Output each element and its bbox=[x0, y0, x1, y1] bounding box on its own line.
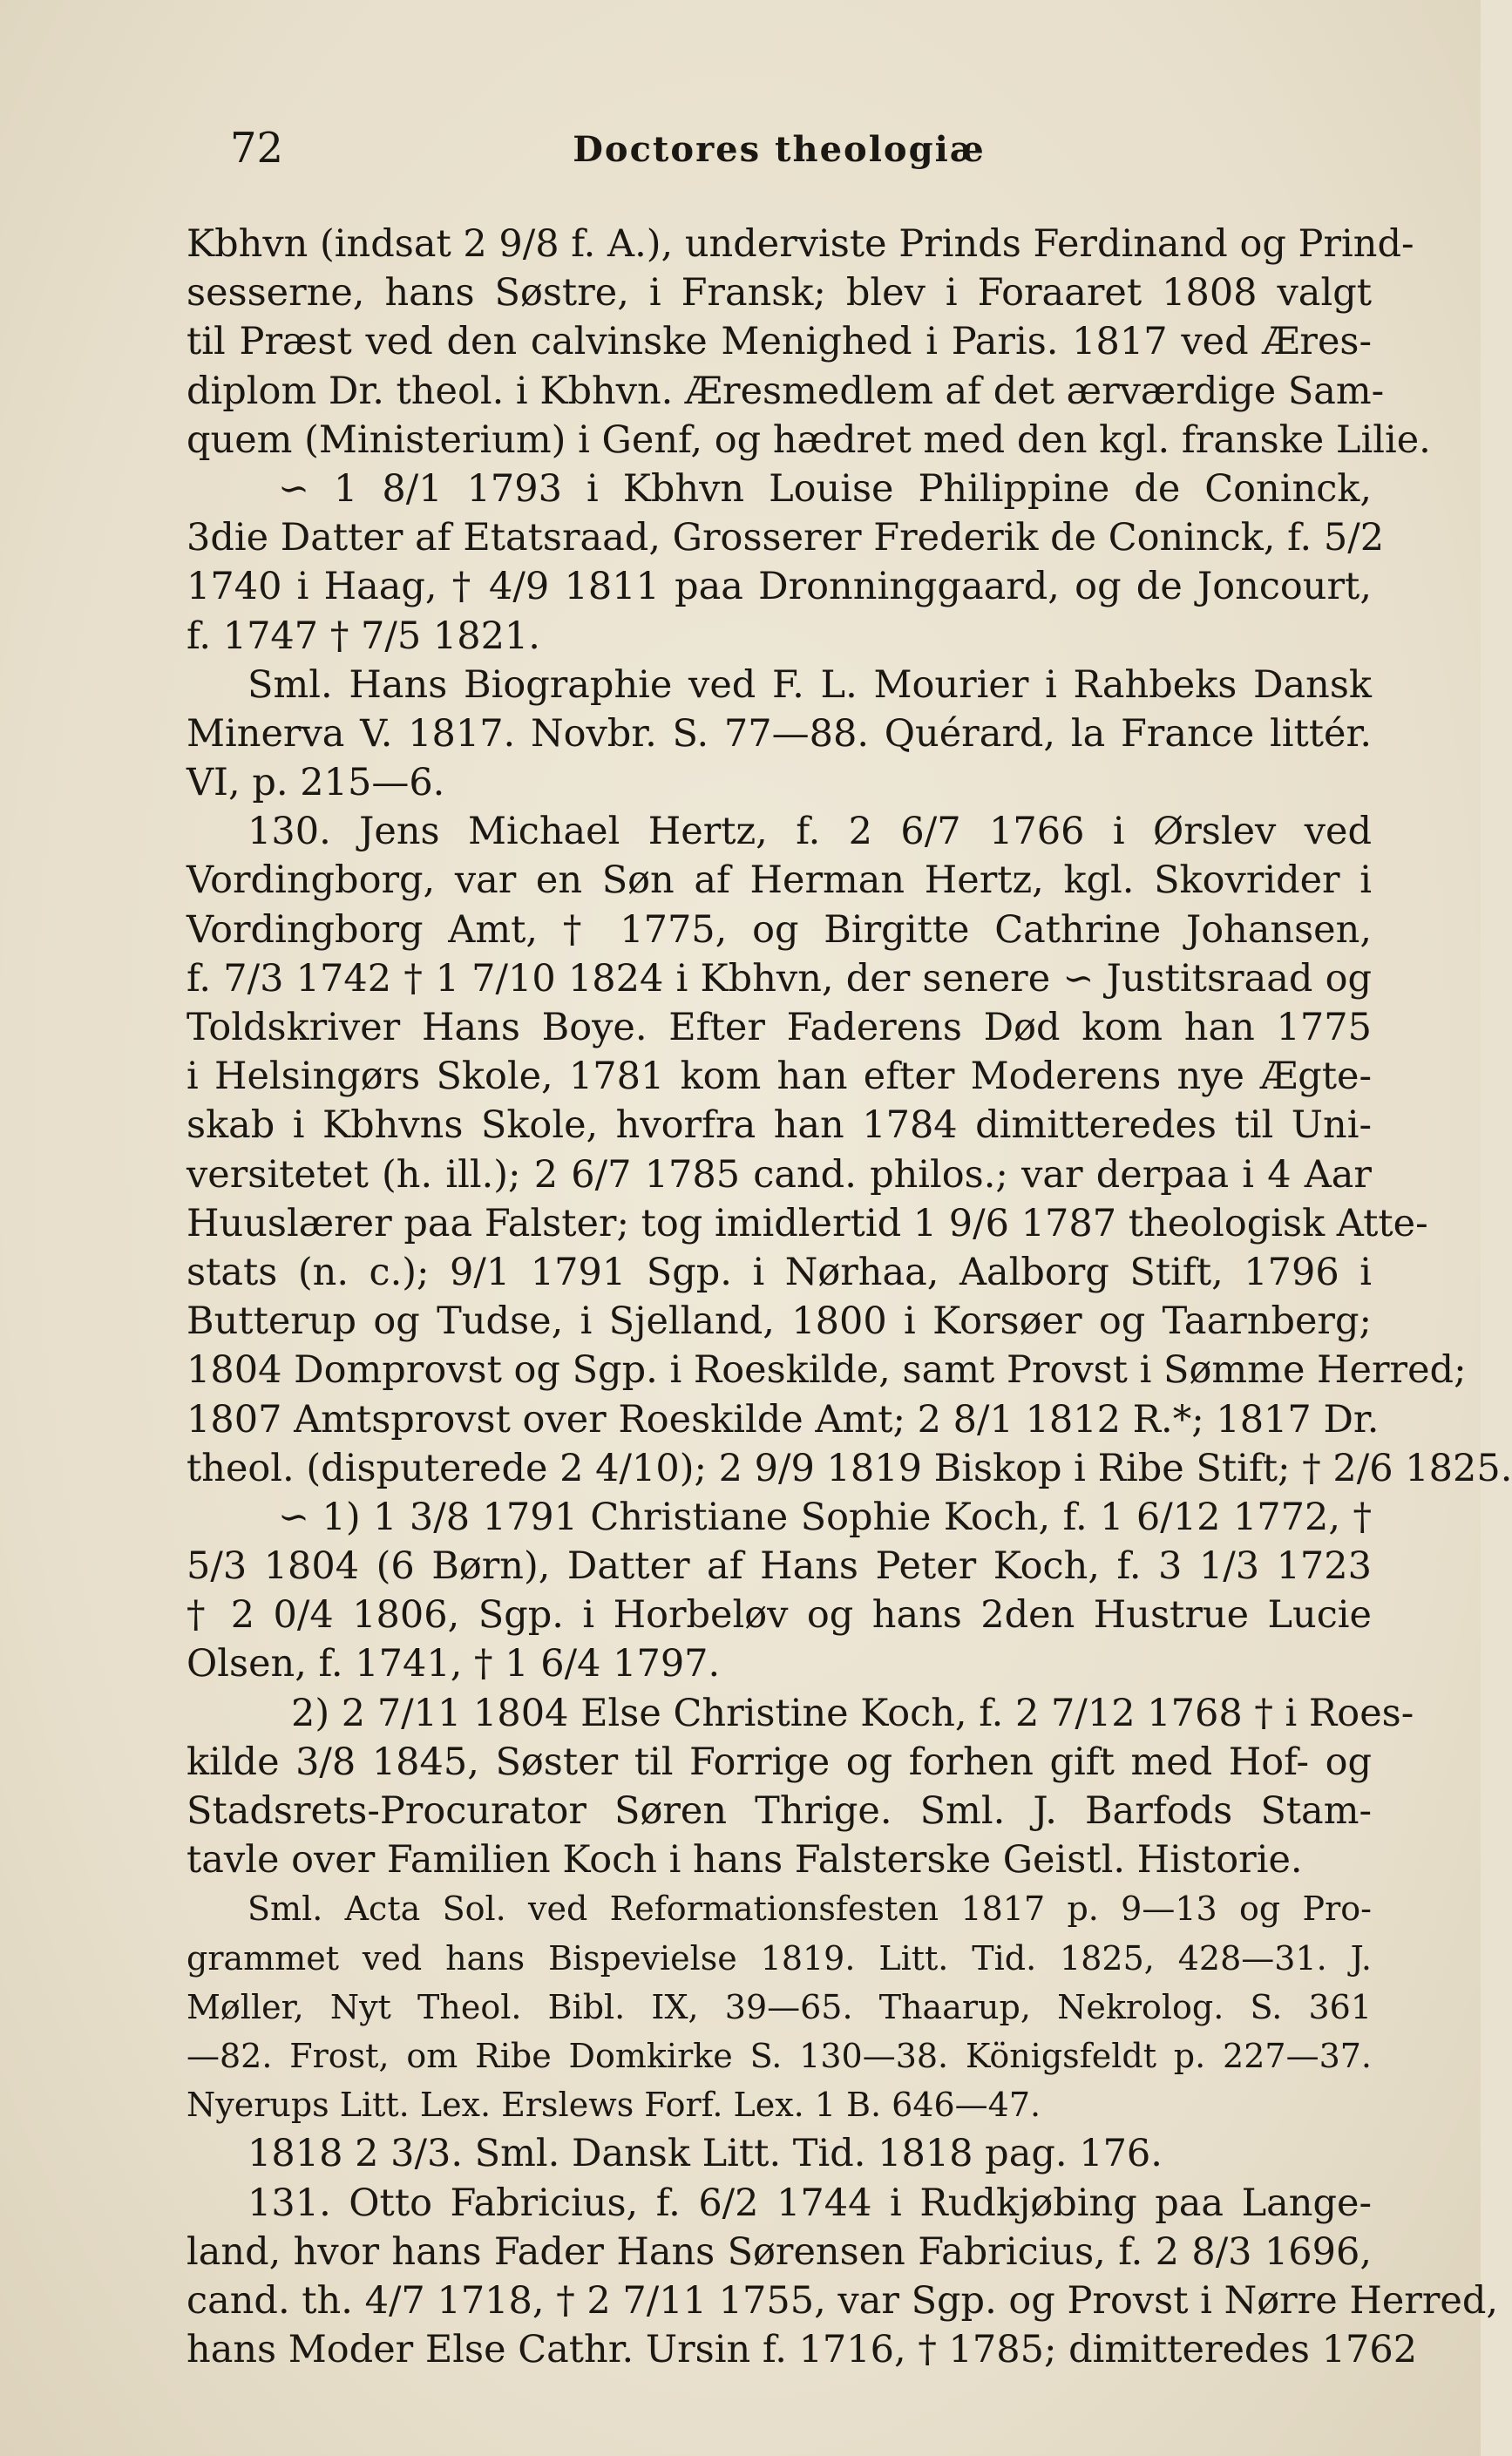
text-line: cand. th. 4/7 1718, † 2 7/11 1755, var Sgp. og Provst i Nørre Herred, bbox=[186, 2278, 1499, 2323]
text-line: diplom Dr. theol. i Kbhvn. Æresmedlem af det ærværdige Sam- bbox=[186, 369, 1385, 413]
text-line: 1740 i Haag, † 4/9 1811 paa Dronninggaard, og de Joncourt, bbox=[186, 565, 1372, 609]
text-line: 1807 Amtsprovst over Roeskilde Amt; 2 8/1 1812 R.*; 1817 Dr. bbox=[186, 1397, 1380, 1442]
text-line: sesserne, hans Søstre, i Fransk; blev i Foraaret 1808 valgt bbox=[186, 271, 1372, 315]
text-line: kilde 3/8 1845, Søster til Forrige og forhen gift med Hof- og bbox=[186, 1740, 1372, 1784]
text-line: Sml. Hans Biographie ved F. L. Mourier i Rahbeks Dansk bbox=[247, 662, 1372, 707]
text-line: Huuslærer paa Falster; tog imidlertid 1 9/6 1787 theologisk Atte- bbox=[186, 1201, 1428, 1245]
text-line: hans Moder Else Cathr. Ursin f. 1716, † 1785; dimitteredes 1762 bbox=[186, 2328, 1418, 2372]
text-line: Toldskriver Hans Boye. Efter Faderens Død kom han 1775 bbox=[186, 1006, 1372, 1049]
text-line: tavle over Familien Koch i hans Falsterske Geistl. Historie. bbox=[186, 1838, 1303, 1883]
text-line: Butterup og Tudse, i Sjelland, 1800 i Korsøer og Taarnberg; bbox=[186, 1299, 1372, 1344]
text-line: grammet ved hans Bispevielse 1819. Litt. Tid. 1825, 428—31. J. bbox=[186, 1938, 1372, 1978]
text-line: 5/3 1804 (6 Børn), Datter af Hans Peter Koch, f. 3 1/3 1723 bbox=[186, 1544, 1372, 1589]
text-line: Sml. Acta Sol. ved Reformationsfesten 1817 p. 9—13 og Pro- bbox=[247, 1889, 1372, 1929]
text-line: quem (Ministerium) i Genf, og hædret med den kgl. franske Lilie. bbox=[186, 417, 1431, 462]
text-line: f. 7/3 1742 † 1 7/10 1824 i Kbhvn, der senere ∽ Justitsraad og bbox=[186, 956, 1372, 1001]
text-line: i Helsingørs Skole, 1781 kom han efter Moderens nye Ægte- bbox=[186, 1055, 1372, 1099]
text-line: —82. Frost, om Ribe Domkirke S. 130—38. Königsfeldt p. 227—37. bbox=[186, 2036, 1372, 2075]
text-line: land, hvor hans Fader Hans Sørensen Fabricius, f. 2 8/3 1696, bbox=[186, 2229, 1372, 2274]
page-number: 72 bbox=[230, 124, 284, 173]
text-line: til Præst ved den calvinske Menighed i Paris. 1817 ved Æres- bbox=[186, 320, 1372, 364]
text-line: Minerva V. 1817. Novbr. S. 77—88. Quérard, la France littér. bbox=[186, 711, 1372, 756]
running-title: Doctores theologiæ bbox=[573, 129, 986, 170]
page-body bbox=[186, 220, 1512, 2374]
text-line: Vordingborg Amt, † 1775, og Birgitte Cathrine Johansen, bbox=[186, 907, 1372, 952]
text-line: stats (n. c.); 9/1 1791 Sgp. i Nørhaa, Aalborg Stift, 1796 i bbox=[186, 1250, 1372, 1294]
text-line: ∽ 1) 1 3/8 1791 Christiane Sophie Koch, f. 1 6/12 1772, † bbox=[278, 1495, 1372, 1539]
text-line: 1804 Domprovst og Sgp. i Roeskilde, samt Provst i Sømme Herred; bbox=[186, 1348, 1467, 1393]
text-line: ∽ 1 8/1 1793 i Kbhvn Louise Philippine de Coninck, bbox=[278, 466, 1372, 511]
text-line: Kbhvn (indsat 2 9/8 f. A.), underviste Prinds Ferdinand og Prind- bbox=[186, 222, 1414, 266]
text-line: Nyerups Litt. Lex. Erslews Forf. Lex. 1 B. 646—47. bbox=[186, 2086, 1041, 2125]
text-line: theol. (disputerede 2 4/10); 2 9/9 1819 Biskop i Ribe Stift; † 2/6 1825. bbox=[186, 1446, 1512, 1490]
text-line: 3die Datter af Etatsraad, Grosserer Frederik de Coninck, f. 5/2 bbox=[186, 516, 1385, 560]
text-line: Møller, Nyt Theol. Bibl. IX, 39—65. Thaarup, Nekrolog. S. 361 bbox=[186, 1987, 1372, 2026]
text-line: 131. Otto Fabricius, f. 6/2 1744 i Rudkjøbing paa Lange- bbox=[247, 2181, 1372, 2225]
text-line: Stadsrets-Procurator Søren Thrige. Sml. J. Barfods Stam- bbox=[186, 1789, 1372, 1833]
text-line: versitetet (h. ill.); 2 6/7 1785 cand. philos.; var derpaa i 4 Aar bbox=[186, 1152, 1372, 1197]
text-line: † 2 0/4 1806, Sgp. i Horbeløv og hans 2den Hustrue Lucie bbox=[186, 1593, 1372, 1638]
text-line: f. 1747 † 7/5 1821. bbox=[186, 614, 540, 658]
page-header bbox=[186, 124, 1372, 176]
text-line: 130. Jens Michael Hertz, f. 2 6/7 1766 i Ørslev ved bbox=[247, 810, 1372, 854]
text-line: Olsen, f. 1741, † 1 6/4 1797. bbox=[186, 1642, 721, 1686]
text-line: Vordingborg, var en Søn af Herman Hertz, kgl. Skovrider i bbox=[186, 858, 1372, 903]
text-line: skab i Kbhvns Skole, hvorfra han 1784 dimitteredes til Uni- bbox=[186, 1103, 1372, 1148]
text-line: 1818 2 3/3. Sml. Dansk Litt. Tid. 1818 pag. 176. bbox=[247, 2132, 1163, 2176]
text-line: 2) 2 7/11 1804 Else Christine Koch, f. 2 7/12 1768 † i Roes- bbox=[291, 1691, 1414, 1735]
text-line: VI, p. 215—6. bbox=[186, 761, 445, 805]
